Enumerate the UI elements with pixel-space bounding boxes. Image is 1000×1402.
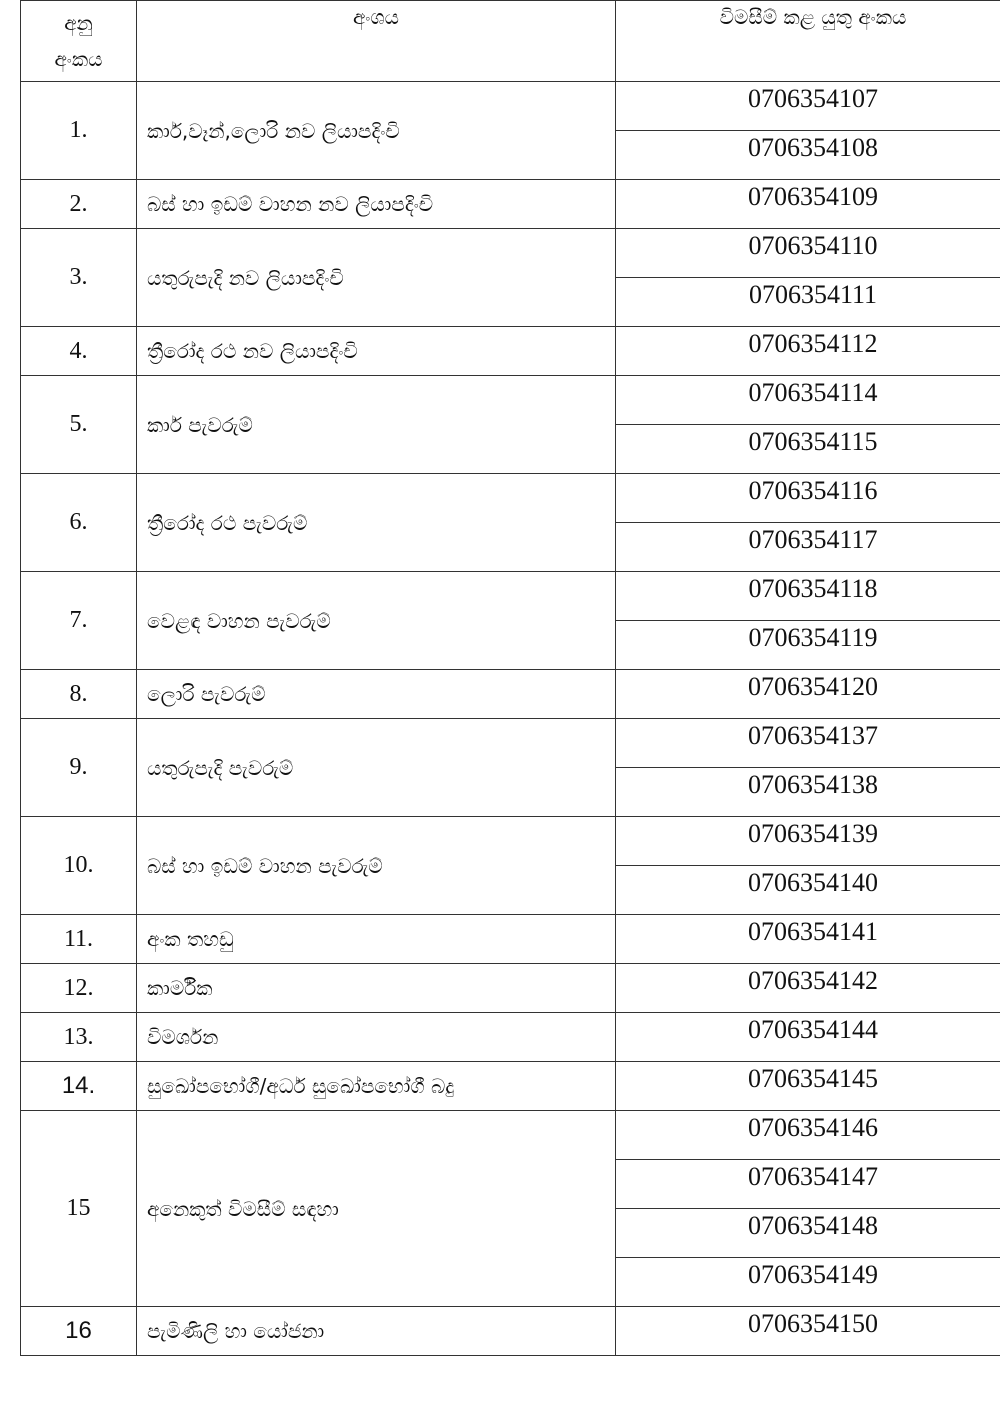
row-number: 16 (21, 1307, 137, 1356)
phone-number: 0706354108 (616, 131, 1000, 180)
table-row (21, 915, 1000, 964)
table-row (21, 474, 1000, 523)
phone-number: 0706354111 (616, 278, 1000, 327)
row-number: 14. (21, 1062, 137, 1111)
table-row (21, 229, 1000, 278)
phone-number: 0706354107 (616, 82, 1000, 131)
row-number: 3. (21, 229, 137, 327)
table-row (21, 572, 1000, 621)
phone-number: 0706354137 (616, 719, 1000, 768)
row-subject: යතුරුපැදි පැවරුම් (137, 719, 616, 817)
phone-number: 0706354150 (616, 1307, 1000, 1356)
table-row (21, 719, 1000, 768)
row-number: 11. (21, 915, 137, 964)
row-subject: පැමිණිලි හා යෝජනා (137, 1307, 616, 1356)
phone-number: 0706354148 (616, 1209, 1000, 1258)
table-row (21, 1111, 1000, 1160)
phone-number: 0706354115 (616, 425, 1000, 474)
phone-number: 0706354139 (616, 817, 1000, 866)
phone-number: 0706354146 (616, 1111, 1000, 1160)
row-number: 7. (21, 572, 137, 670)
phone-number: 0706354120 (616, 670, 1000, 719)
row-subject: අනෙකුත් විමසීම් සඳහා (137, 1111, 616, 1307)
table-header-row (21, 1, 1000, 82)
row-number: 13. (21, 1013, 137, 1062)
row-number: 4. (21, 327, 137, 376)
row-number: 5. (21, 376, 137, 474)
phone-number: 0706354116 (616, 474, 1000, 523)
phone-number: 0706354118 (616, 572, 1000, 621)
table-row (21, 180, 1000, 229)
header-number-line1: අනු (64, 11, 93, 35)
contact-numbers-table (20, 0, 1000, 1356)
row-number: 15 (21, 1111, 137, 1307)
phone-number: 0706354145 (616, 1062, 1000, 1111)
row-subject: අංක තහඩු (137, 915, 616, 964)
row-subject: විමර්ශන (137, 1013, 616, 1062)
phone-number: 0706354144 (616, 1013, 1000, 1062)
header-number (21, 1, 137, 82)
phone-number: 0706354109 (616, 180, 1000, 229)
phone-number: 0706354110 (616, 229, 1000, 278)
phone-number: 0706354147 (616, 1160, 1000, 1209)
row-subject: ත්‍රීරෝද රථ පැවරුම් (137, 474, 616, 572)
phone-number: 0706354112 (616, 327, 1000, 376)
table-row (21, 82, 1000, 131)
table-row (21, 670, 1000, 719)
table-body (21, 82, 1000, 1356)
phone-number: 0706354138 (616, 768, 1000, 817)
row-number: 1. (21, 82, 137, 180)
row-subject: යතුරුපැදි නව ලියාපදිංචි (137, 229, 616, 327)
row-number: 8. (21, 670, 137, 719)
phone-number: 0706354149 (616, 1258, 1000, 1307)
table-row (21, 1013, 1000, 1062)
phone-number: 0706354114 (616, 376, 1000, 425)
table-row (21, 964, 1000, 1013)
row-subject: කාර්,වෑන්,ලොරි නව ලියාපදිංචි (137, 82, 616, 180)
row-number: 12. (21, 964, 137, 1013)
row-subject: ලොරි පැවරුම් (137, 670, 616, 719)
phone-number: 0706354117 (616, 523, 1000, 572)
phone-number: 0706354142 (616, 964, 1000, 1013)
row-subject: වෙළඳ වාහන පැවරුම් (137, 572, 616, 670)
row-subject: ත්‍රීරෝද රථ නව ලියාපදිංචි (137, 327, 616, 376)
row-subject: කාර් පැවරුම් (137, 376, 616, 474)
table-row (21, 817, 1000, 866)
row-subject: බස් හා ඉඩම් වාහන පැවරුම් (137, 817, 616, 915)
header-number-line2: අංකය (54, 47, 103, 71)
phone-number: 0706354119 (616, 621, 1000, 670)
phone-number: 0706354140 (616, 866, 1000, 915)
header-subject: අංශය (137, 1, 616, 82)
table-row (21, 376, 1000, 425)
row-number: 9. (21, 719, 137, 817)
row-number: 6. (21, 474, 137, 572)
header-phone: විමසීම් කළ යුතු අංකය (616, 1, 1000, 82)
row-number: 10. (21, 817, 137, 915)
table-row (21, 327, 1000, 376)
row-number: 2. (21, 180, 137, 229)
row-subject: සුඛෝපභෝගී/අර්ධ සුඛෝපභෝගී බදු (137, 1062, 616, 1111)
table-row (21, 1062, 1000, 1111)
table-row (21, 1307, 1000, 1356)
row-subject: බස් හා ඉඩම් වාහන නව ලියාපදිංචි (137, 180, 616, 229)
row-subject: කාර්මික (137, 964, 616, 1013)
phone-number: 0706354141 (616, 915, 1000, 964)
